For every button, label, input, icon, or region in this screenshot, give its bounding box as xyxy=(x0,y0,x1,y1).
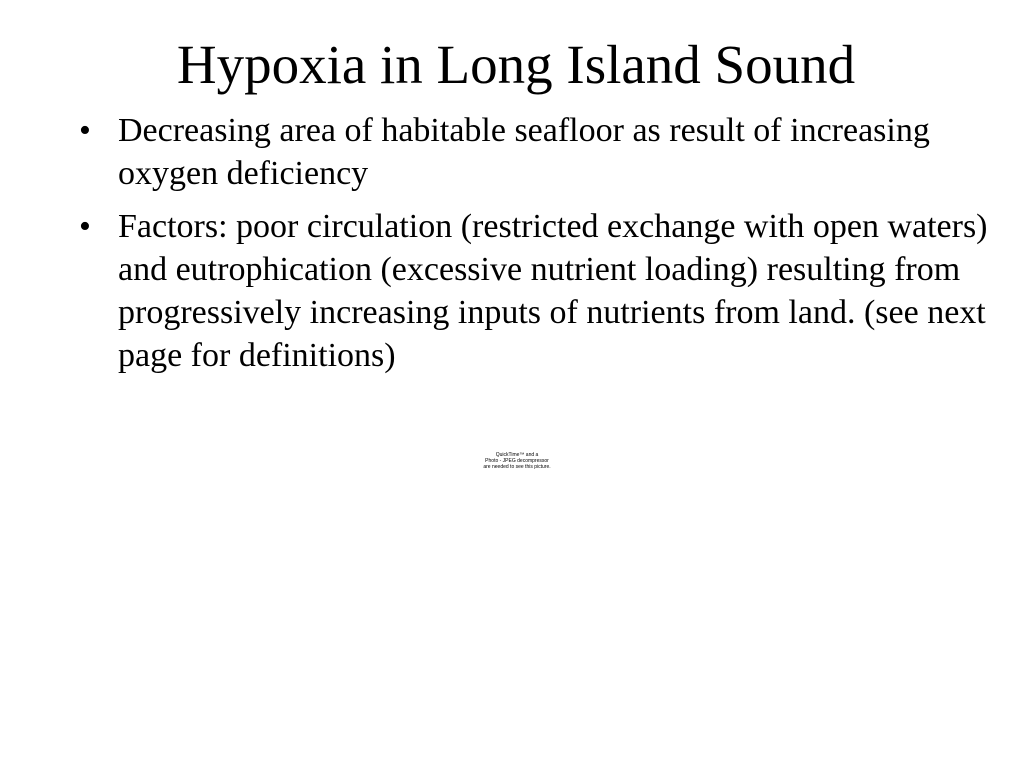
bullet-marker: • xyxy=(79,112,91,149)
placeholder-line: QuickTime™ and a xyxy=(495,452,539,458)
bullet-text: Decreasing area of habitable seafloor as result of increasing oxygen deficiency xyxy=(118,112,930,192)
slide-title: Hypoxia in Long Island Sound xyxy=(176,34,856,95)
picture-placeholder xyxy=(470,452,564,470)
bullet-text: Factors: poor circulation (restricted exchange with open waters) and eutrophication (excessive nutrient loading) resulting from progressively increasing inputs of nutrients from land. (see next page for definitions) xyxy=(118,208,988,374)
bullet-item xyxy=(79,109,1014,195)
placeholder-line: Photo - JPEG decompressor xyxy=(485,458,549,464)
bullet-list xyxy=(79,109,1014,387)
placeholder-line: are needed to see this picture. xyxy=(483,464,551,470)
bullet-item xyxy=(79,205,1014,377)
bullet-marker: • xyxy=(79,208,91,245)
